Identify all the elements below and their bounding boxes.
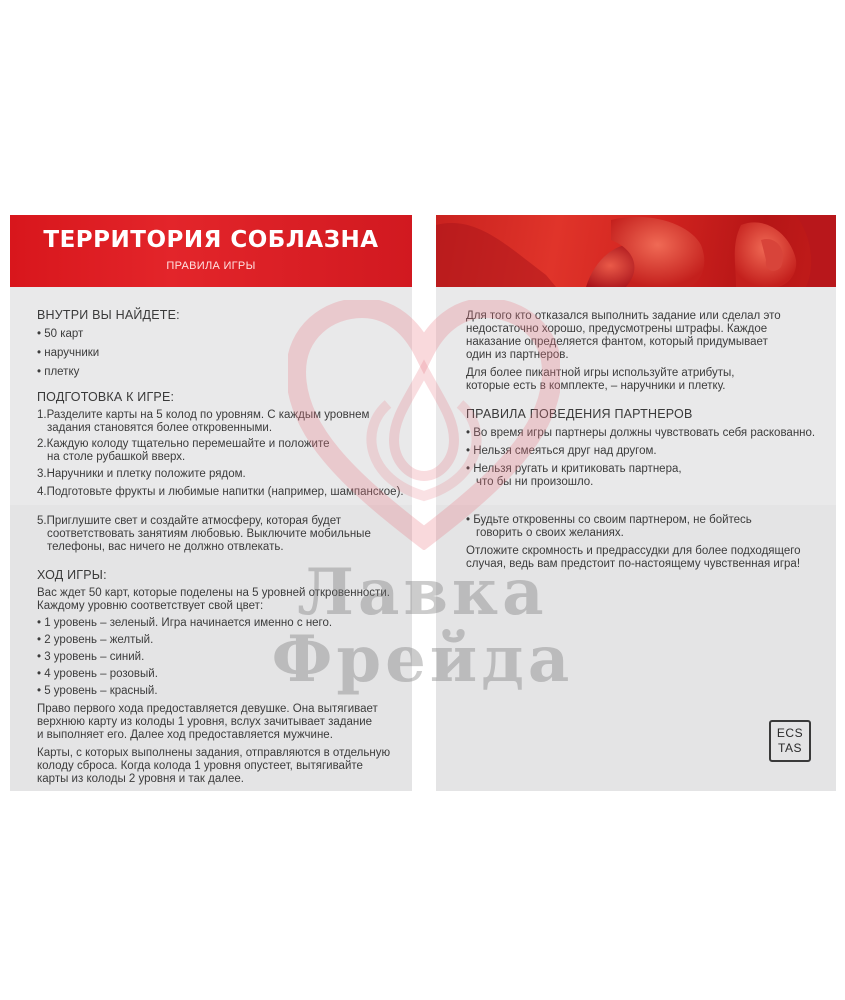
header-photo [436,215,836,287]
inside-heading: ВНУТРИ ВЫ НАЙДЕТЕ: [37,308,180,322]
level-item: • 4 уровень – розовый. [37,668,158,680]
penalty-line-1: Для того кто отказался выполнить задание или сделал это [466,310,781,322]
penalty-line-2: недостаточно хорошо, предусмотрены штрафы. Каждое [466,323,768,335]
rule-item-line-2: говорить о своих желаниях. [476,527,624,539]
prep-step-1-line-1: 1.Разделите карты на 5 колод по уровням. С каждым уровнем [37,409,370,421]
course-para-1-line-2: верхнюю карту из колоды 1 уровня, вслух зачитывает задание [37,716,373,728]
penalty-line-4: один из партнеров. [466,349,569,361]
rule-item-line-2: что бы ни произошло. [476,476,594,488]
inside-item: • наручники [37,347,100,359]
logo-line-1: ECS [776,726,804,740]
logo-line-2: TAS [778,741,802,755]
page-subtitle: ПРАВИЛА ИГРЫ [166,260,256,272]
left-page [10,215,412,791]
closing-line-2: случая, ведь вам предстоит по-настоящему чувственная игра! [466,558,801,570]
course-para-2-line-3: карты из колоды 2 уровня и так далее. [37,773,244,785]
couple-photo-icon [436,215,836,287]
penalty-line-3: наказание определяется фантом, который придумывает [466,336,768,348]
rule-item: • Нельзя смеяться друг над другом. [466,445,657,457]
course-para-1-line-1: Право первого хода предоставляется девушке. Она вытягивает [37,703,378,715]
prep-step-1-line-2: задания становятся более откровенными. [47,422,273,434]
rule-item: • Во время игры партнеры должны чувствовать себя раскованно. [466,427,816,439]
level-item: • 1 уровень – зеленый. Игра начинается именно с него. [37,617,333,629]
inside-section [37,309,407,379]
level-item: • 3 уровень – синий. [37,651,145,663]
course-intro-line-2: Каждому уровню соответствует свой цвет: [37,600,264,612]
rule-item-line-1: • Нельзя ругать и критиковать партнера, [466,463,682,475]
prep-step-2-line-1: 2.Каждую колоду тщательно перемешайте и положите [37,438,330,450]
rules-section [466,408,828,489]
course-para-1-line-3: и выполняет его. Далее ход предоставляется мужчине. [37,729,333,741]
openness-section [466,514,828,571]
ecstas-logo [769,720,811,762]
attributes-line-1: Для более пикантной игры используйте атрибуты, [466,367,735,379]
course-para-2-line-2: колоду сброса. Когда колода 1 уровня опустеет, вытягивайте [37,760,363,772]
prep-section [37,391,409,499]
course-para-2-line-1: Карты, с которых выполнены задания, отправляются в отдельную [37,747,391,759]
rules-heading: ПРАВИЛА ПОВЕДЕНИЯ ПАРТНЕРОВ [466,407,693,421]
inside-item: • 50 карт [37,328,84,340]
prep-heading: ПОДГОТОВКА К ИГРЕ: [37,390,175,404]
rule-item-line-1: • Будьте откровенны со своим партнером, не бойтесь [466,514,752,526]
prep-step-4: 4.Подготовьте фрукты и любимые напитки (например, шампанское). [37,486,404,498]
inside-item: • плетку [37,366,80,378]
course-intro-line-1: Вас ждет 50 карт, которые поделены на 5 уровней откровенности. [37,587,390,599]
watermark-line-1: Лавка [297,555,548,630]
attributes-line-2: которые есть в комплекте, – наручники и плетку. [466,380,726,392]
closing-line-1: Отложите скромность и предрассудки для более подходящего [466,545,801,557]
prep-step-5-line-3: телефоны, вас ничего не должно отвлекать. [47,541,284,553]
level-item: • 2 уровень – желтый. [37,634,154,646]
course-section [37,569,409,786]
watermark-line-2: Фрейда [271,622,574,697]
course-heading: ХОД ИГРЫ: [37,568,107,582]
prep-step-5-line-2: соответствовать занятиям любовью. Выключите мобильные [47,528,371,540]
right-page [436,215,836,791]
title-banner [10,215,412,287]
prep-step-2-line-2: на столе рубашкой вверх. [47,451,186,463]
prep-step-5-line-1: 5.Приглушите свет и создайте атмосферу, которая будет [37,515,342,527]
page-title: ТЕРРИТОРИЯ СОБЛАЗНА [43,227,379,253]
prep-step-5 [37,515,409,554]
prep-step-3: 3.Наручники и плетку положите рядом. [37,468,246,480]
level-item: • 5 уровень – красный. [37,685,158,697]
penalty-section [466,310,826,393]
